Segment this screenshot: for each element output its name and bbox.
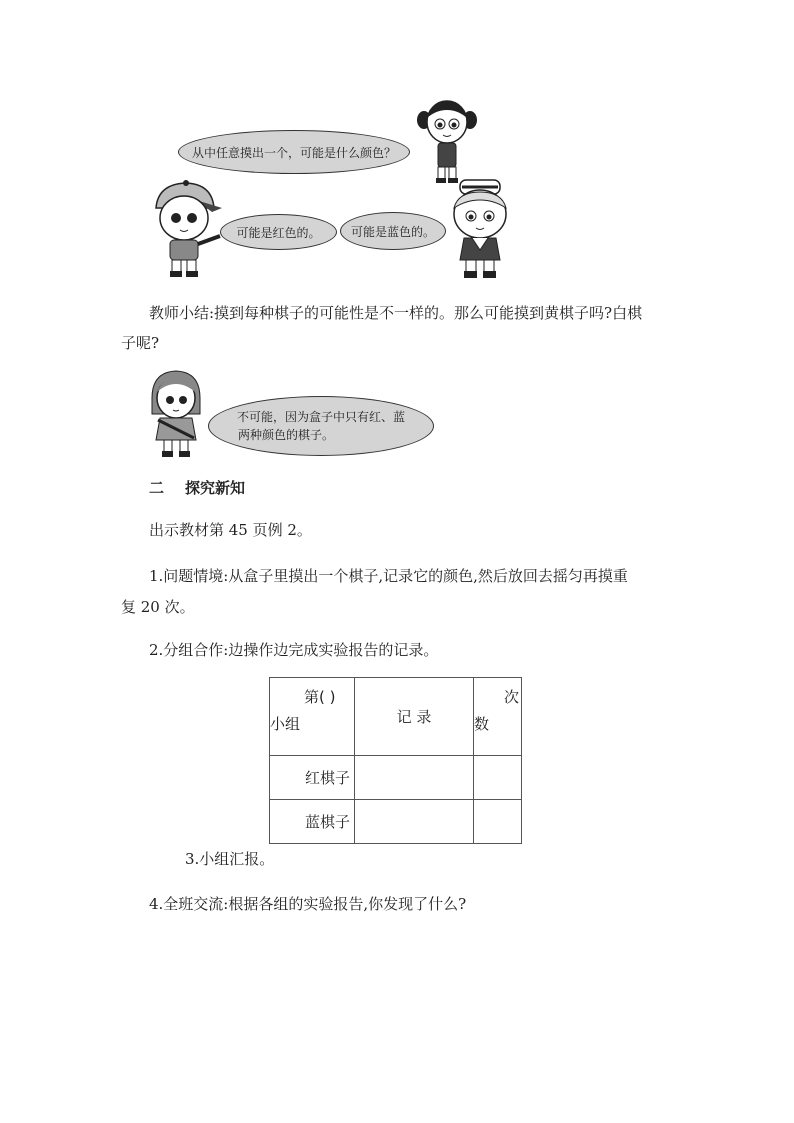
- step1-line2: 复 20 次。: [121, 598, 195, 616]
- speech-bubble-red: 可能是红色的。: [220, 214, 337, 250]
- header-record-label: 记 录: [396, 708, 432, 726]
- table-row: [270, 800, 522, 844]
- show-textbook-text: 出示教材第 45 页例 2。: [149, 521, 312, 539]
- girl-with-pigtails-illustration: [414, 98, 480, 184]
- boy-with-cap-illustration: [148, 178, 224, 278]
- step2-text: 2.分组合作:边操作边完成实验报告的记录。: [149, 641, 439, 659]
- header-group-line1: 第( ): [304, 688, 336, 706]
- table-header-record: [355, 678, 474, 756]
- record-cell-blue: [355, 800, 474, 844]
- count-cell-blue: [474, 800, 522, 844]
- step3-text: 3.小组汇报。: [185, 850, 275, 868]
- speech-bubble-question: 从中任意摸出一个，可能是什么颜色？: [178, 130, 410, 174]
- experiment-report-table: [269, 677, 522, 844]
- speech-bubble-blue: 可能是蓝色的。: [340, 212, 446, 250]
- boy-with-sailor-hat-illustration: [444, 178, 518, 282]
- row-label-red: 红棋子: [270, 756, 355, 800]
- teacher-summary-line1: 教师小结:摸到每种棋子的可能性是不一样的。那么可能摸到黄棋子吗?白棋: [149, 304, 643, 322]
- table-row: [270, 756, 522, 800]
- header-count-line1: 次: [503, 688, 519, 706]
- answer-line2: 两种颜色的棋子。: [237, 428, 334, 442]
- step4-text: 4.全班交流:根据各组的实验报告,你发现了什么?: [149, 895, 467, 913]
- count-cell-red: [474, 756, 522, 800]
- step1-line1: 1.问题情境:从盒子里摸出一个棋子,记录它的颜色,然后放回去摇匀再摸重: [149, 567, 628, 585]
- header-count-line2: 数: [474, 715, 490, 733]
- table-header-count: [474, 678, 522, 756]
- table-header-group: [270, 678, 355, 756]
- speech-bubble-answer: [208, 396, 434, 456]
- row-label-blue: 蓝棋子: [270, 800, 355, 844]
- header-group-line2: 小组: [270, 715, 301, 733]
- record-cell-red: [355, 756, 474, 800]
- answer-line1: 不可能，因为盒子中只有红、蓝: [236, 410, 405, 424]
- section-title: 探究新知: [185, 479, 246, 497]
- teacher-summary-line2: 子呢?: [121, 334, 160, 352]
- section-number: 二: [149, 479, 165, 497]
- girl-answering-illustration: [146, 368, 206, 458]
